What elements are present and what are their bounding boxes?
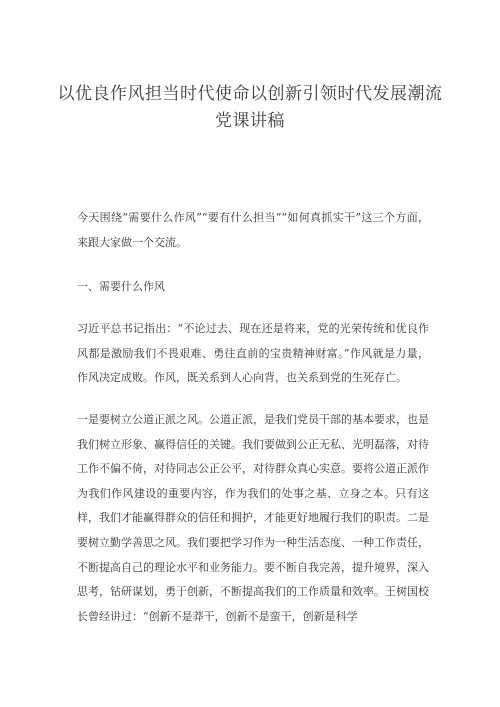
document-title-line1: 以优良作风担当时代使命以创新引领时代发展潮流 bbox=[57, 84, 443, 104]
intro-paragraph: 今天围绕“需要什么作风”“要有什么担当”“如何真抓实干”这三个方面，来跟大家做一个交流。 bbox=[77, 211, 429, 249]
section-heading: 一、需要什么作风 bbox=[77, 280, 165, 293]
document-title-line2: 党课讲稿 bbox=[215, 111, 285, 131]
quote-paragraph: 习近平总书记指出：“不论过去、现在还是将来，党的光荣传统和优良作风都是激励我们不畏艰难、勇往直前的宝贵精神财富。”作风就是力量，作风决定成败。作风，既关系到人心向背，也关系到党的生死存亡。 bbox=[77, 322, 429, 385]
body-paragraph: 一是要树立公道正派之风。公道正派，是我们党员干部的基本要求，也是我们树立形象、赢得信任的关键。我们要做到公正无私、光明磊落，对待工作不偏不倚，对待同志公正公平，对待群众真心实意。要将公道正派作为我们作风建设的重要内容，作为我们的处事之基、立身之本。只有这样，我们才能赢得群众的信任和拥护，才能更好地履行我们的职责。二是要树立勤学善思之风。我们要把学习作为一种生活态度、一种工作责任，不断提高自己的理论水平和业务能力。要不断自我完善，提升境界，深入思考，钻研谋划，勇于创新，不断提高我们的工作质量和效率。王树国校长曾经讲过：“创新不是莽干，创新不是蛮干，创新是科学 bbox=[77, 413, 429, 623]
